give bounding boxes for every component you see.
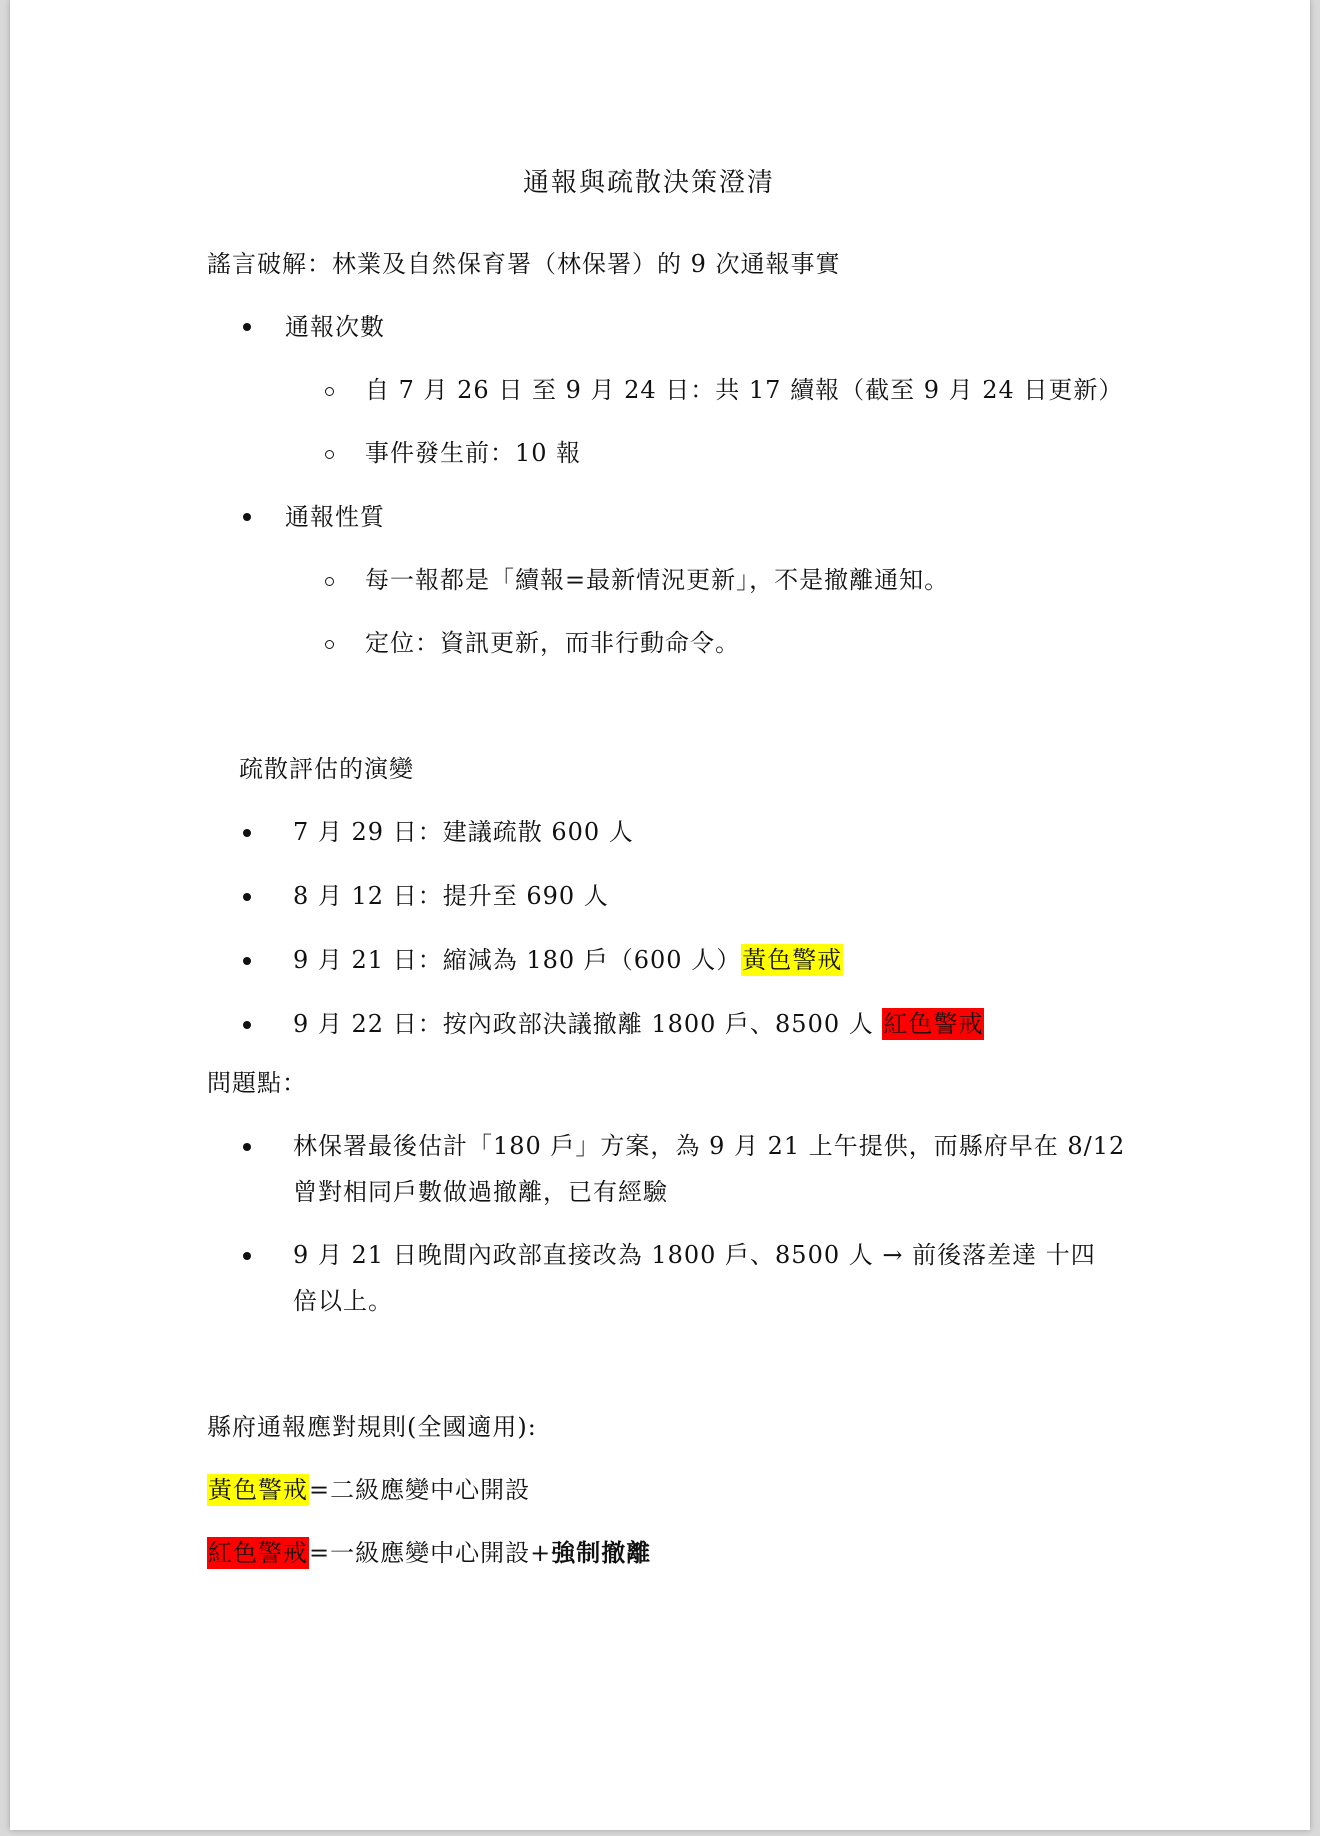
yellow-alert-tag: 黃色警戒 — [742, 946, 843, 974]
timeline-text: 9 月 22 日：按內政部決議撤離 1800 戶、8500 人 — [293, 1010, 883, 1038]
circle-bullet-icon — [325, 450, 334, 459]
bullet-icon — [243, 513, 251, 521]
sub-item-each-report: 每一報都是「續報=最新情況更新」，不是撤離通知。 — [365, 566, 950, 594]
red-alert-label: 紅色警戒 — [208, 1539, 308, 1567]
rule-red-alert — [207, 1538, 651, 1568]
page-title: 通報與疏散決策澄清 — [523, 168, 776, 198]
rule-yellow-alert — [207, 1475, 530, 1505]
section-issues-heading: 問題點： — [207, 1069, 307, 1097]
bullet-icon — [243, 957, 251, 965]
issue-item-2-line-2: 倍以上。 — [293, 1287, 393, 1315]
section-evacuation-heading: 疏散評估的演變 — [239, 755, 414, 783]
document-page — [10, 0, 1310, 1830]
issue-item-2-line-1: 9 月 21 日晚間內政部直接改為 1800 戶、8500 人 → 前後落差達 十四 — [293, 1241, 1096, 1269]
bullet-icon — [243, 1252, 251, 1260]
sub-item-positioning: 定位：資訊更新，而非行動命令。 — [365, 629, 740, 657]
timeline-item-0922 — [293, 1009, 984, 1039]
bullet-icon — [243, 829, 251, 837]
sub-item-report-range: 自 7 月 26 日 至 9 月 24 日：共 17 續報（截至 9 月 24 日更新） — [365, 376, 1124, 404]
list-item-report-count: 通報次數 — [285, 313, 385, 341]
circle-bullet-icon — [325, 577, 334, 586]
timeline-item-0921 — [293, 945, 843, 975]
circle-bullet-icon — [325, 640, 334, 649]
timeline-item-0729: 7 月 29 日：建議疏散 600 人 — [293, 818, 634, 846]
bullet-icon — [243, 1143, 251, 1151]
bullet-icon — [243, 323, 251, 331]
yellow-alert-label: 黃色警戒 — [208, 1476, 308, 1504]
list-item-report-nature: 通報性質 — [285, 503, 385, 531]
red-alert-tag: 紅色警戒 — [883, 1010, 984, 1038]
sub-item-pre-event: 事件發生前：10 報 — [365, 439, 582, 467]
bullet-icon — [243, 893, 251, 901]
issue-item-1-line-2: 曾對相同戶數做過撤離，已有經驗 — [293, 1178, 668, 1206]
forced-evacuation-text: 強制撤離 — [551, 1538, 652, 1567]
timeline-text: 9 月 21 日：縮減為 180 戶（600 人） — [293, 946, 742, 974]
section-rumor-heading: 謠言破解：林業及自然保育署（林保署）的 9 次通報事實 — [207, 250, 841, 278]
rule-text: =一級應變中心開設+ — [309, 1539, 552, 1567]
timeline-item-0812: 8 月 12 日：提升至 690 人 — [293, 882, 609, 910]
circle-bullet-icon — [325, 387, 334, 396]
issue-item-1-line-1: 林保署最後估計「180 戶」方案，為 9 月 21 上午提供，而縣府早在 8/12 — [293, 1132, 1126, 1160]
bullet-icon — [243, 1021, 251, 1029]
rule-text: =二級應變中心開設 — [309, 1476, 531, 1504]
section-rules-heading: 縣府通報應對規則(全國適用): — [207, 1413, 537, 1441]
